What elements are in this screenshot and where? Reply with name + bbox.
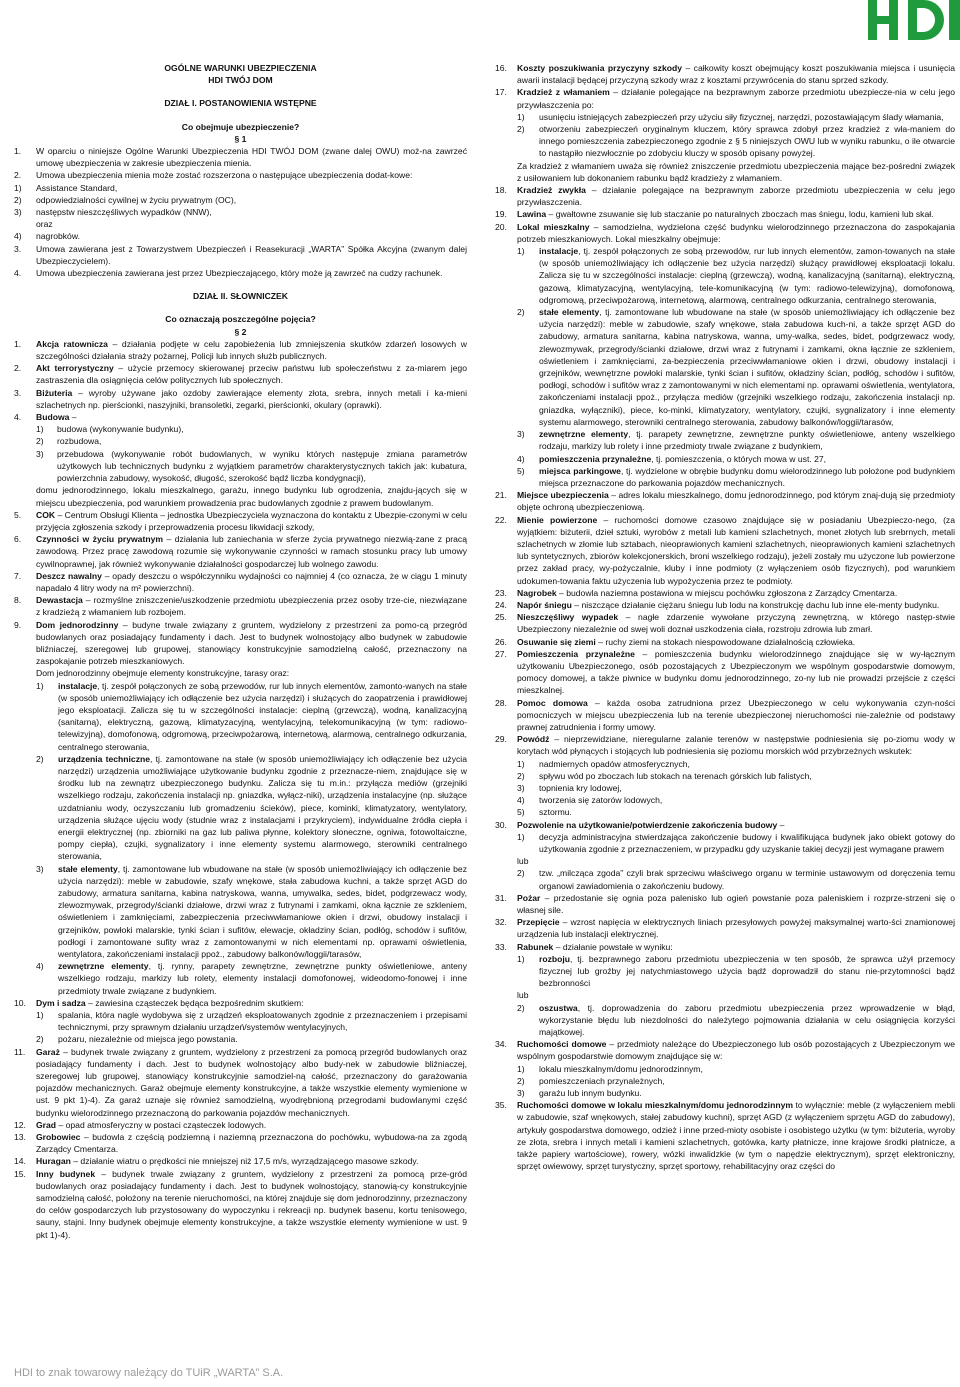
definition: 35. Ruchomości domowe w lokalu mieszkalnym/domu jednorodzinnym to wyłącznie: meble (z wyłączeniem mebli w zabudowie, szaf wnękowych, stałej zabudowy kuchni), sprzęt AGD (z wyłączeniem sprzętu AGD do zabudowy), artykuły gospodarstwa domowego, odzież i inne przed-mioty osobiste i osobistego użytku (w tym: biżuteria, wyroby ze złota, srebra i innych metali i kamieni szlachetnych, gotówka, karty płatnicze, inne krajowe środki płatnicze, a także papiery wartościowe), rowery, wózki inwalidzkie (w tym o napędzie elektrycznym), sprzęt elektroniczny, sprzęt owiewowy, sprzęt turystyczny, sprzęt sportowy, rehabilitacyjny oraz części do (495, 1100, 955, 1172)
clause: 2. Umowa ubezpieczenia mienia może zostać rozszerzona o następujące ubezpieczenia dodat-kowe: (14, 170, 413, 181)
definition: 11. Garaż – budynek trwale związany z gruntem, wydzielony z przestrzeni za pomocą przegród budowlanych oraz posiadający fundamenty i dach. Jest to budynek wolnostojący albo budy-nek w zabudowie bliźniaczej, szeregowej lub grupowej, stanowiący konstrukcyjnie samodziel-ną całość, przeznaczony do garażowania pojazdów mechanicznych. Garaż obejmuje elementy konstrukcyjne, a także wszystkie elementy wymienione w ust. 9 pkt 1)-4). Za garaż uznaje się również samodzielną, wyodrębnioną przegrodami budowlanymi część budynku wielorodzinnego przeznaczoną do parkowania pojazdów mechanicznych. (14, 1046, 467, 1118)
list-item: 3) stałe elementy, tj. zamontowane lub wbudowane na stałe (w sposób uniemożliwiający ich odłączenie bez użycia narzędzi): meble w zabudowie, szafy wnękowe, stała zabudowa kuchni, a także sprzęt AGD do zabudowy, armatura sanitarna, kabina natryskowa, wanna, umywalka, sedes, bidet, podgrzewacz wody, zlewozmywak, przegrody/ścianki działowe, drzwi wraz z futrynami i zamkami, okna łącznie ze szkleniem, oświetleniem i zamknięciami, zabezpieczenia przeciwwłamaniowe okien i drzwi, obudowy instalacji i grzejników, powłoki malarskie, tynki ścian i sufitów, elewacje, okładziny ścian, podłóg, schodów i sufitów, podłogi i zamontowane sufity wraz z zamontowanymi w nich elementami np. oprawami oświetlenia, wentylatora, zakończeniami instalacji ppoż., zabudowy balkonów/loggii/tarasów, (36, 863, 467, 960)
definition: 10. Dym i sadza – zawiesina cząsteczek będąca bezpośrednim skutkiem: (14, 997, 304, 1008)
definition: 32. Przepięcie – wzrost napięcia w elektrycznych liniach przesyłowych powyżej maksymalnej warto-ści znamionowej urządzenia lub instalacji elektrycznej. (495, 917, 955, 940)
definition: 2. Akt terrorystyczny – użycie przemocy skierowanej przeciw państwu lub społeczeństwu z za-miarem jego zastraszenia dla osiągnięcia celów politycznych lub społecznych. (14, 363, 467, 386)
definition: 33. Rabunek – działanie powstałe w wyniku: (495, 941, 673, 952)
list-item: 1) lokalu mieszkalnym/domu jednorodzinnym, (517, 1063, 703, 1074)
list-item: 2) pomieszczeniach przynależnych, (517, 1075, 665, 1086)
list-item: 2) urządzenia techniczne, tj. zamontowane na stałe (w sposób uniemożliwiający ich odłączenie bez użycia narzędzi) urządzenia umożliwiające użytkowanie budynku zgodnie z przeznacze-niem, znajdujące się w środku lub na zewnątrz ubezpieczonego budynku. Zalicza się tu m.in.: przyłącza mediów (grzejniki wszelkiego rodzaju, zakończenia instalacji np. gniazdka, wyłącz-niki), urządzenia instalacyjne (np. służące uzdatnianiu wody, oczyszczaniu lub gromadzeniu ścieków), piece, kominki, klimatyzatory, wentylatory, urządzenia służące ujęciu wody (studnie wraz z instalacjami i przykryciem), indywidualne źródła ciepła i energii elektrycznej (np. zbiorniki na gaz lub paliwa płynne, kolektory słoneczne, ogniwa, fotowoltaiczne, pompy ciepła), czujki, sygnalizatory i inne elementy systemu alarmowego, sterowniki centralnego sterowania, (36, 753, 467, 862)
definition: 12. Grad – opad atmosferyczny w postaci cząsteczek lodowych. (14, 1119, 267, 1130)
list-item: 1) instalacje, tj. zespół połączonych ze sobą przewodów, rur lub innych elementów, zamon-towanych na stałe (w sposób uniemożliwiający ich odłączenie bez użycia narzędzi) służący prawidłowej eksploatacji lokalu. Zalicza się tu w szczególności instalacje: cieplną (grzewczą), wodną, kanalizacyjną (sanitarną), elektryczną, gazową, klimatyzacyjną, wentylacyjną, tele-komunikacyjną (w tym: radiowo-telewizyjną), domofonową, odgromową, przeciwpożarową, internetową, alarmową, centralnego odkurzania, centralnego sterowania, (517, 246, 955, 305)
list-item: 5) sztormu. (517, 807, 572, 818)
list-item: 2) spływu wód po zboczach lub stokach na terenach górskich lub falistych, (517, 770, 812, 781)
definition: 16. Koszty poszukiwania przyczyny szkody – całkowity koszt obejmujący koszt poszukiwania miejsca i usunięcia awarii instalacji będącej przyczyną szkody wraz z kosztami przywrócenia do stanu sprzed szkody. (495, 63, 955, 86)
doc-title: OGÓLNE WARUNKI UBEZPIECZENIA (164, 63, 317, 73)
definition-note: Dom jednorodzinny obejmuje elementy konstrukcyjne, tarasy oraz: (36, 668, 290, 679)
definition: 27. Pomieszczenia przynależne – pomieszczenia budynku wielorodzinnego znajdujące się w wy-łącznym użytkowaniu Ubezpieczonego, osób pozostających z Ubezpieczonym we wspólnym gospodarstwie domowym, pomocy domowej, a także piwnice w budynku domu jednorodzinnego, zo-ny lub nie prowadzi przejście z części mieszkalnej. (495, 648, 956, 696)
definition: 4. Budowa – (14, 412, 77, 423)
right-column (495, 62, 955, 1172)
clause: 1. W oparciu o niniejsze Ogólne Warunki Ubezpieczenia HDI TWÓJ DOM (zwane dalej OWU) moż-na zawrzeć umowę ubezpieczenia w zakresie ubezpieczenia mienia. (14, 146, 467, 169)
list-item: 5) miejsca parkingowe, tj. wydzielone w obrębie budynku domu wielorodzinnego lub położone pod budynkiem miejsca przeznaczone do parkowania pojazdów mechanicznych. (517, 465, 955, 488)
paragraph-2: § 2 (234, 326, 247, 337)
clause: 3. Umowa zawierana jest z Towarzystwem Ubezpieczeń i Reasekuracji „WARTA” Spółka Akcyjna (zwanym dalej Ubezpieczycielem). (14, 243, 467, 266)
definition: 5. COK – Centrum Obsługi Klienta – jednostka Ubezpieczyciela wyznaczona do kontaktu z Ubezpie-czonymi w celu przyjęcia zgłoszenia szkody i przeprowadzenia procesu likwidacji szkody, (14, 509, 467, 532)
definition: 24. Napór śniegu – niszczące działanie ciężaru śniegu lub lodu na konstrukcję dachu lub inne ele-menty budynku. (495, 599, 940, 610)
definition: 19. Lawina – gwałtowne zsuwanie się lub staczanie po naturalnych zboczach mas śniegu, lodu, kamieni lub skał. (495, 209, 934, 220)
definition: 23. Nagrobek – budowla naziemna postawiona w miejscu pochówku zgłoszona z Zarządcy Cmentarza. (495, 587, 898, 598)
footer-trademark: HDI to znak towarowy należący do TUiR „WARTA” S.A. (14, 1367, 284, 1379)
paragraph-1: § 1 (234, 133, 247, 144)
list-item: 3) topnienia kry lodowej, (517, 782, 622, 793)
hdi-logo (862, 0, 960, 40)
definition: 21. Miejsce ubezpieczenia – adres lokalu mieszkalnego, domu jednorodzinnego, pod którym znaj-dują się przedmioty objęte ochroną ubezpieczeniową. (495, 490, 955, 513)
definition: 29. Powódź – nieprzewidziane, nieregularne zalanie terenów w następstwie podniesienia się po-ziomu wody w korytach wód płynących i stojących lub podniesienia się poziomu morskich wód przybrzeżnych wskutek: (495, 734, 955, 757)
list-item: 3) przebudowa (wykonywanie robót budowlanych, w wyniku których następuje zmiana parametrów użytkowych lub technicznych budynku z wyjątkiem parametrów charakterystycznych takich jak: kubatura, powierzchnia zabudowy, wysokość, długość, szerokość bądź liczba kondygnacji), (36, 448, 467, 484)
definition: 31. Pożar – przedostanie się ognia poza palenisko lub ogień powstanie poza paleniskiem i rozprze-strzeni się o własnej sile. (495, 892, 955, 916)
definition: 17. Kradzież z włamaniem – działanie polegające na bezprawnym zaborze przedmiotu ubezpiecze-nia w celu jego przywłaszczenia po: (495, 87, 955, 110)
list-item: 4) zewnętrzne elementy, tj. rynny, parapety zewnętrzne, zewnętrzne punkty oświetleniowe, anteny wszelkiego rodzaju, markizy lub rolety, elementy instalacji domofonowej, wideodomo-fonowej i inne przedmioty trwale związane z budynkiem. (36, 961, 467, 996)
connector: oraz (36, 219, 53, 230)
definition-note: Za kradzież z włamaniem uważa się również zniszczenie przedmiotu ubezpieczenia mające bez-pośredni związek z usiłowaniem lub dokonaniem rabunku bądź kradzieży z włamaniem. (517, 160, 955, 183)
list-item: 1) budowa (wykonywanie budynku), (36, 424, 184, 435)
doc-subtitle: HDI TWÓJ DOM (208, 75, 273, 86)
list-item: 2) pożaru, niezależnie od miejsca jego powstania. (36, 1034, 238, 1045)
definition: 6. Czynności w życiu prywatnym – działania lub zaniechania w sferze życia prywatnego niezwią-zane z pracą zawodową. Przez pracę zawodową rozumie się wykonywanie czynności w ramach stosunku pracy lub umowy cywilnoprawnej, jak również wykonywanie działalności gospodarczej lub wolnego zawodu. (14, 534, 467, 569)
list-item: 1) Assistance Standard, (14, 182, 118, 193)
definition-tail: domu jednorodzinnego, lokalu mieszkalnego, garażu, innego budynku lub ogrodzenia, znajdu-jących się w miejscu ubezpieczenia, pod warunkiem prowadzenia prac budowlanych zgodnie z prawem budowlanym. (36, 485, 467, 508)
list-item: 3) następstw nieszczęśliwych wypadków (NNW), (14, 207, 212, 218)
definition: 25. Nieszczęśliwy wypadek – nagłe zdarzenie wywołane przyczyną zewnętrzną, w którego następ-stwie Ubezpieczony niezależnie od swej woli doznał uszkodzenia ciała, rozstroju zdrowia lub zmarł. (495, 612, 955, 635)
section-2-heading: DZIAŁ II. SŁOWNICZEK (192, 291, 288, 302)
definition: 1. Akcja ratownicza – działania podjęte w celu zapobieżenia lub zmniejszenia skutków zdarzeń losowych w szczególności działania straży pożarnej, Policji lub innych służb publicznych. (14, 338, 467, 362)
list-item: 1) rozboju, tj. bezprawnego zaboru przedmiotu ubezpieczenia w ten sposób, że sprawca użył przemocy fizycznej lub groźby jej natychmiastowego użycia bądź doprowadził do stanu nie-przytomności bądź bezbronności (517, 953, 955, 989)
definition: 9. Dom jednorodzinny – budyne trwale związany z gruntem, wydzielony z przestrzeni za pomo-cą przegród budowlanych oraz posiadający fundamenty i dach. Jest to budynek wolnostojący albo budynek w zabudowie bliźniaczej, szeregowej lub grupowej, stanowiący konstrukcyjnie samodzielną całość, przeznaczony na zaspokajanie potrzeb mieszkaniowych. (14, 619, 467, 667)
list-item: 3) zewnętrzne elementy, tj. parapety zewnętrzne, zewnętrzne punkty oświetleniowe, anteny wszelkiego rodzaju, markizy lub rolety i inne przedmioty trwale związane z budynkiem, (517, 429, 955, 452)
list-item: 4) tworzenia się zatorów lodowych, (517, 795, 663, 806)
list-item: 3) garażu lub innym budynku. (517, 1088, 642, 1099)
connector: lub (517, 856, 529, 867)
definition: 28. Pomoc domowa – każda osoba zatrudniona przez Ubezpieczonego w celu wykonywania czyn-ności pomocniczych w miejscu ubezpieczenia lub na terenie ubezpieczonej nieruchomości nie-zależnie od podstawy prawnej zatrudnienia i formy umowy. (495, 697, 955, 732)
list-item: 2) otworzeniu zabezpieczeń oryginalnym kluczem, który sprawca zdobył przez kradzież z wła-maniem do innego pomieszczenia zabezpieczonego zgodnie z § 5 niniejszych OWU lub w wyniku rabunku, o ile otwarcie to nastąpiło niezwłocznie po zdobyciu kluczy w sposób opisany powyżej. (517, 124, 955, 159)
definition: 8. Dewastacja – rozmyślne zniszczenie/uszkodzenie przedmiotu ubezpieczenia przez osoby trze-cie, niezwiązane z kradzieżą z włamaniem lub rozbojem. (14, 595, 467, 618)
definition: 22. Mienie powierzone – ruchomości domowe czasowo znajdujące się w posiadaniu Ubezpieczo-nego, (za wyjątkiem: biżuterii, dzieł sztuki, wyrobów z metali lub kamieni szlachetnych, monet złotych lub srebrnych, metali szlachetnych w złomie lub sztabach, nieoprawionych kamieni szlachetnych, nieoprawionych kamieni szlachetnych lub syntetycznych, zbiorów kolekcjonerskich, broni wszelkiego rodzaju), jeżeli zostały mu użyczone lub powierzone przez zakład pracy, wy-pożyczalnie, kluby i inne podmioty (z wyłączeniem osób fizycznych), pod warunkiem udokumen-towania faktu użyczenia lub wypożyczenia przez te podmioty. (495, 514, 956, 586)
list-item: 1) nadmiernych opadów atmosferycznych, (517, 758, 690, 769)
list-item: 2) rozbudowa, (36, 436, 102, 447)
list-item: 2) odpowiedzialności cywilnej w życiu prywatnym (OC), (14, 194, 237, 205)
definition: 18. Kradzież zwykła – działanie polegające na bezprawnym zaborze przedmiotu ubezpieczenia w celu jego przywłaszczenia. (495, 185, 956, 208)
list-item: 4) nagrobków. (14, 231, 80, 242)
list-item: 4) pomieszczenia przynależne, tj. pomieszczenia, o których mowa w ust. 27, (517, 453, 827, 464)
clause: 4. Umowa ubezpieczenia zawierana jest przez Ubezpieczającego, który może ją zawrzeć na cudzy rachunek. (14, 268, 443, 279)
logo-text: HDI (862, 0, 864, 1)
definition: 30. Pozwolenie na użytkowanie/potwierdzenie zakończenia budowy – (495, 819, 785, 830)
list-item: 1) spalania, która nagle wydobywa się z urządzeń eksploatowanych zgodnie z przeznaczeniem i przepisami technicznymi, przy sprawnym działaniu urządzeń/systemów wentylacyjnych, (36, 1010, 467, 1033)
definition: 14. Huragan – działanie wiatru o prędkości nie mniejszej niż 17,5 m/s, wyrządzającego masowe szkody. (14, 1156, 419, 1167)
list-item: 1) instalacje, tj. zespół połączonych ze sobą przewodów, rur lub innych elementów, zamonto-wanych na stałe (w sposób uniemożliwiający ich odłączenie bez użycia narzędzi) i służących do zaopatrzenia i prawidłowej jego eksploatacji. Zalicza się tu w szczególności instalacje: cieplną (grzewczą), wodną, kanalizacyjną (sanitarną), elektryczną, gazową, klimatyzacyjną, wentylacyjną, telekomunikacyjną (w tym: radiowo-telewizyjną), domofonową, odgromową, przeciwpożarową, internetową, alarmową, centralnego odkurzania, centralnego sterowania, (36, 680, 467, 752)
list-item: 1) decyzja administracyjna stwierdzająca zakończenie budowy i kwalifikująca budynek jako obiekt gotowy do użytkowania zgodnie z przeznaczeniem, w przypadku gdy uzyskanie takiej decyzji jest wymagane prawem (517, 831, 955, 854)
list-item: 2) tzw. „milcząca zgoda” czyli brak sprzeciwu właściwego organu w terminie ustawowym od doręczenia temu organowi zawiadomienia o zakończeniu budowy. (517, 868, 955, 891)
list-item: 2) oszustwa, tj. doprowadzenia do zaboru przedmiotu ubezpieczenia przez wprowadzenie w błąd, wykorzystanie błędu lub niezdolności do należytego pojmowania działania w celu osiągnięcia korzyści majątkowej. (517, 1002, 955, 1038)
definition: 34. Ruchomości domowe – przedmioty należące do Ubezpieczonego lub osób pozostających z Ubezpieczonym we wspólnym gospodarstwie domowym znajdujące się w: (495, 1039, 956, 1062)
section-1-heading: DZIAŁ I. POSTANOWIENIA WSTĘPNE (164, 98, 317, 109)
question-2: Co oznaczają poszczególne pojęcia? (165, 314, 316, 325)
list-item: 2) stałe elementy, tj. zamontowane lub wbudowane na stałe (w sposób uniemożliwiający ich odłączenie bez użycia narzędzi): meble w zabudowie, szafy wnękowe, stała zabudowa kuch-ni, a także sprzęt AGD do zabudowy, armatura sanitarna, kabina natryskowa, wanna, umy-walka, sedes, bidet, podgrzewacz wody, zlewozmywak, przegrody/ścianki działowe, drzwi wraz z futrynami i zamkami, okna łącznie ze szkleniem, oświetleniem i zamknięciami, za-bezpieczenia przeciwwłamaniowe okien i drzwi, obudowy instalacji i grzejników, wewnętrzne powłoki malarskie, tynki ścian i sufitów, okładziny ścian, podłóg, schodów i sufitów, podłogi, schodów i sufitów wraz z zamontowanymi w nich elementami np. oprawami oświetlenia, wentylatora, zakończeniami instalacji ppoż., przyłącza mediów (grzejniki wszelkiego rodzaju, zakończenia instalacji np. gniazdka, wyłączniki), piece, ko-minki, klimatyzatory, wentylatory, czujki, sygnalizatory i inne elementy systemu alarmowego, sterowniki centralnego sterowania, zabudowy balkonów/loggii/tarasów, (517, 307, 956, 427)
definition: 20. Lokal mieszkalny – samodzielna, wydzielona część budynku wielorodzinnego przeznaczona do zaspokajania potrzeb mieszkaniowych. Lokal mieszkalny obejmuje: (495, 221, 955, 244)
definition: 7. Deszcz nawalny – opady deszczu o współczynniku wydajności co najmniej 4 (co oznacza, że w ciągu 1 minuty napadało 4 litry wody na m² powierzchni). (14, 570, 467, 593)
list-item: 1) usunięciu istniejących zabezpieczeń przy użyciu siły fizycznej, narzędzi, pozostawiającym ślady włamania, (517, 111, 944, 122)
connector: lub (517, 990, 529, 1001)
question-1: Co obejmuje ubezpieczenie? (181, 121, 300, 132)
left-column (14, 62, 467, 1241)
definition: 13. Grobowiec – budowla z częścią podziemną i naziemną przeznaczona do pochówku, wybudowa-na za zgodą Zarządcy Cmentarza. (14, 1132, 467, 1155)
definition: 15. Inny budynek – budynek trwale związany z gruntem, wydzielony z przestrzeni za pomocą prze-gród budowlanych oraz posiadający fundamenty i dach. Jest to budynek wolnostojący, stanowią-cy konstrukcyjnie samodzielną całość, położony na terenie nieruchomości, na której znajduje się dom jednorodzinny, przeznaczony do celów gospodarczych lub przystosowany do wypoczynku i rekreacji np. budynek basenu, kortu tenisowego, sauny, stajni. Inny budynek obejmuje elementy konstrukcyjne, a także wszystkie elementy wymienione w ust. 9 pkt 1)-4). (14, 1168, 467, 1240)
definition: 26. Osuwanie się ziemi – ruchy ziemi na stokach niespowodowane działalnością człowieka. (495, 636, 856, 647)
definition: 3. Biżuteria – wyroby używane jako ozdoby zawierające elementy złota, srebra, innych metali i ka-mieni szlachetnych np. pierścionki, naszyjniki, bransoletki, zegarki, pierścionki, okulary (oprawki). (14, 387, 467, 410)
